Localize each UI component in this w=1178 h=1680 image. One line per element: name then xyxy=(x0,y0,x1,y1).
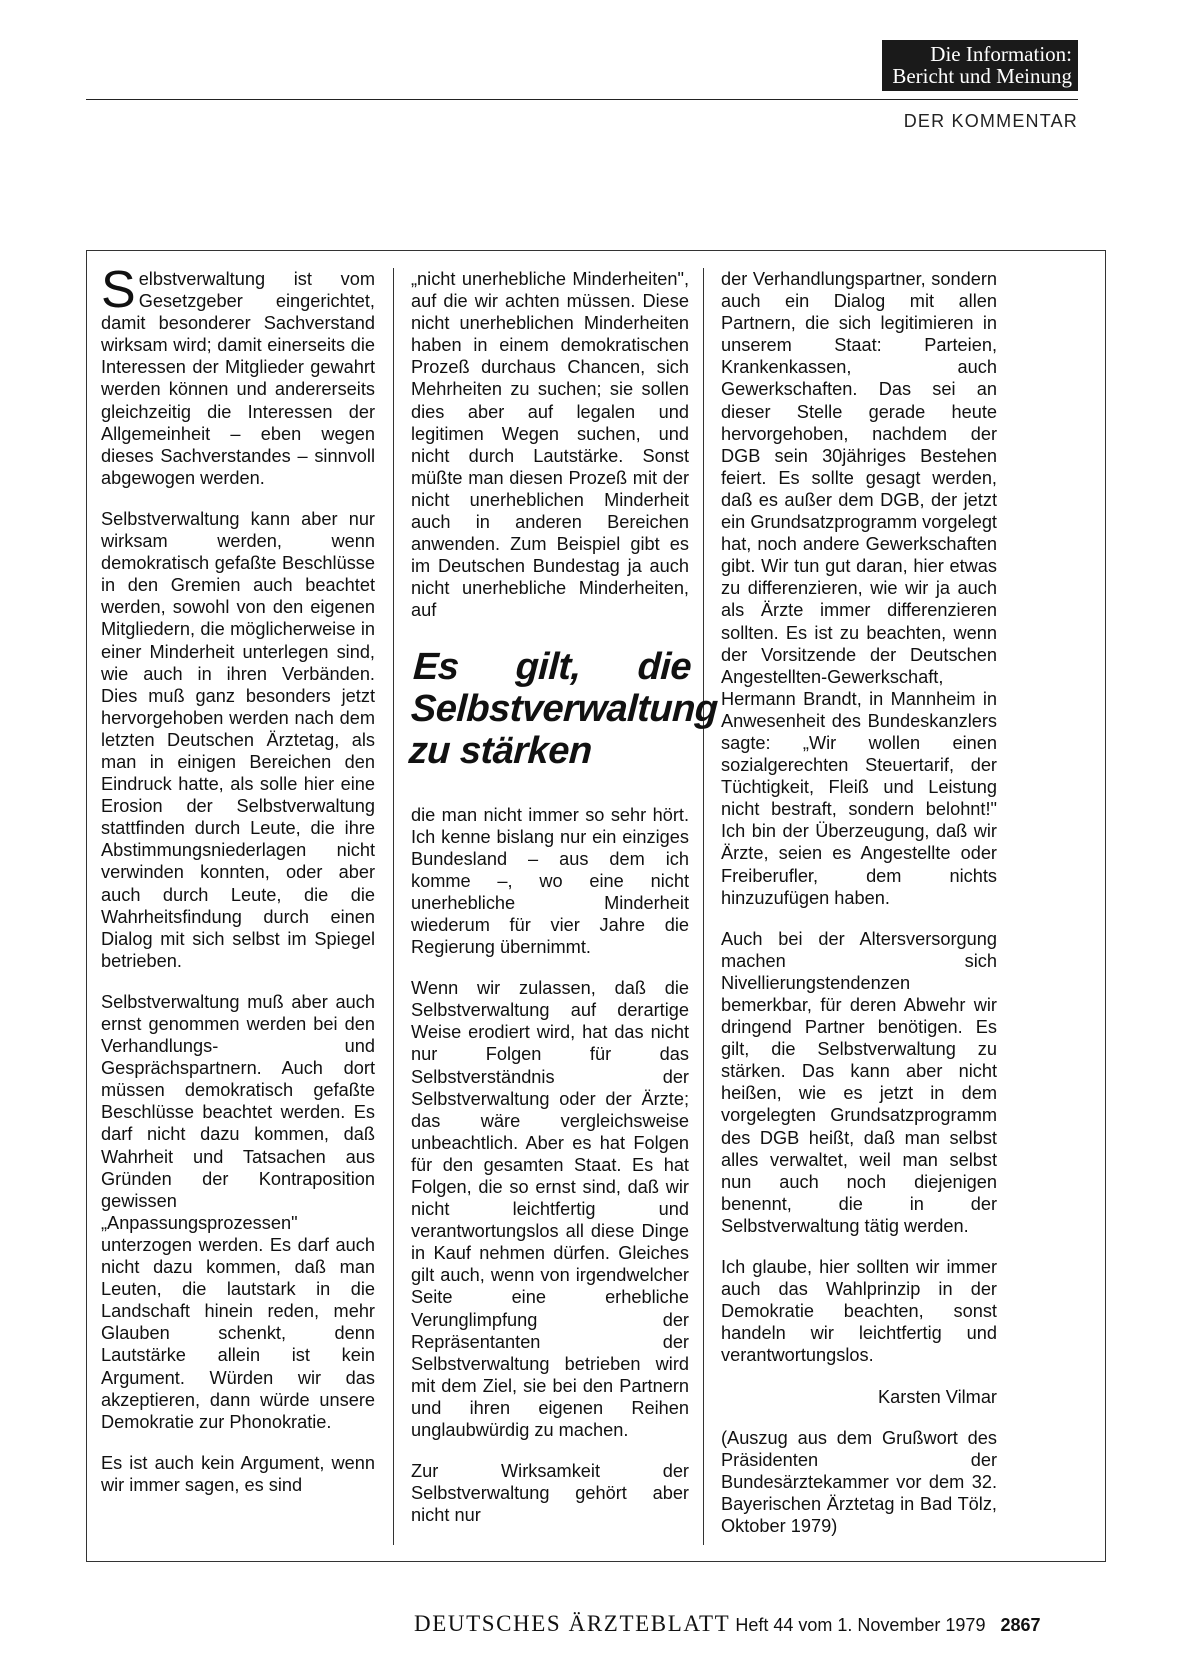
paragraph: der Verhandlungspartner, sondern auch ein Dialog mit allen Partnern, die sich legitimieren in unserem Staat: Parteien, Krankenkassen, auch Gewerkschaften. Das sei an dieser Stelle gerade heute hervorgehoben, nachdem der DGB sein 30jähriges Bestehen feiert. Es sollte gesagt werden, daß es außer dem DGB, der jetzt ein Grundsatzprogramm vorgelegt hat, noch andere Gewerkschaften gibt. Wir tun gut daran, hier etwas zu differenzieren, wie wir ja auch als Ärzte immer differenzieren sollten. Es ist zu beachten, wenn der Vorsitzende der Deutschen Angestellten-Gewerkschaft, Hermann Brandt, in Mannheim in Anwesenheit des Bundeskanzlers sagte: „Wir wollen einen sozialgerechten Steuertarif, der Tüchtigkeit, Fleiß und Leistung nicht bestraft, sondern belohnt!" Ich bin der Überzeugung, daß wir Ärzte, seien es Angestellte oder Freiberufler, dem nichts hinzuzufügen haben. xyxy=(721,269,997,908)
paragraph: Selbstverwaltung ist vom Gesetzgeber eingerichtet, damit besonderer Sachverstand wirksam wird; damit einerseits die Interessen der Mitglieder gewahrt werden können und andererseits gleichzeitig die Interessen der Allgemeinheit – eben wegen dieses Sachverstandes – sinnvoll abgewogen werden. xyxy=(101,261,375,488)
paragraph: die man nicht immer so sehr hört. Ich kenne bislang nur ein einziges Bundesland – aus dem ich komme –, wo eine nicht unerhebliche Minderheit wiederum für vier Jahre die Regierung übernimmt. xyxy=(411,804,689,958)
paragraph: Selbstverwaltung muß aber auch ernst genommen werden bei den Verhandlungs- und Gesprächspartnern. Auch dort müssen demokratisch gefaßte Beschlüsse beachtet werden. Es darf nicht dazu kommen, daß Wahrheit und Tatsachen aus Gründen der Kontraposition gewissen „Anpassungsprozessen" unterzogen werden. Es darf auch nicht dazu kommen, daß man Leuten, die lautstark in die Landschaft hinein reden, mehr Glauben schenkt, denn Lautstärke allein ist kein Argument. Würden wir das akzeptieren, dann würde unsere Demokratie zur Phonokratie. xyxy=(101,991,375,1432)
header-rule xyxy=(86,99,1078,100)
page-footer xyxy=(414,1611,1041,1637)
paragraph: Wenn wir zulassen, daß die Selbstverwaltung auf derartige Weise erodiert wird, hat das nicht nur Folgen für das Selbstverständnis der Selbstverwaltung oder der Ärzte; das wäre vergleichsweise unbeachtlich. Aber es hat Folgen für den gesamten Staat. Es hat Folgen, die so ernst sind, daß wir nicht leichtfertig und verantwortungslos all diese Dinge in Kauf nehmen dürfen. Gleiches gilt auch, wenn von irgendwelcher Seite eine erhebliche Verunglimpfung der Repräsentanten der Selbstverwaltung betrieben wird mit dem Ziel, sie bei den Partnern und ihren eigenen Reihen unglaubwürdig zu machen. xyxy=(411,978,689,1441)
magazine-title: DEUTSCHES ÄRZTEBLATT xyxy=(414,1611,731,1636)
paragraph: Zur Wirksamkeit der Selbstverwaltung gehört aber nicht nur xyxy=(411,1461,689,1526)
column-divider-1 xyxy=(393,268,394,1545)
page-number: 2867 xyxy=(1000,1615,1041,1635)
paragraph: „nicht unerhebliche Minderheiten", auf die wir achten müssen. Diese nicht unerheblichen Minderheiten haben in einem demokratischen Prozeß durchaus Chancen, sich Mehrheiten zu suchen; sie sollen dies aber auf legalen und legitimen Wegen suchen, und nicht durch Lautstärke. Sonst müßte man diesen Prozeß mit der nicht unerheblichen Minderheit auch in anderen Bereichen anwenden. Zum Beispiel gibt es im Deutschen Bundestag ja auch nicht unerhebliche Minderheiten, auf xyxy=(411,269,689,621)
paragraph: Selbstverwaltung kann aber nur wirksam werden, wenn demokratisch gefaßte Beschlüsse in den Gremien auch beachtet werden, sowohl von den eigenen Mitgliedern, die möglicherweise in einer Minderheit unterlegen sind, wie auch in ihren Verbänden. Dies muß ganz besonders jetzt hervorgehoben werden nach dem letzten Deutschen Ärztetag, als man in einigen Bereichen den Eindruck hatte, als solle hier eine Erosion der Selbstverwaltung stattfinden durch Leute, die ihre Abstimmungsniederlagen nicht verwinden konnten, oder aber auch durch Leute, die die Wahrheitsfindung durch einen Dialog mit sich selbst im Spiegel betrieben. xyxy=(101,508,375,971)
article-column-2 xyxy=(407,268,719,1545)
badge-line-1: Die Information: xyxy=(930,42,1072,66)
section-label: DER KOMMENTAR xyxy=(903,111,1078,131)
article-column-1 xyxy=(101,261,375,1515)
issue-info: Heft 44 vom 1. November 1979 xyxy=(735,1615,986,1635)
pull-quote-headline: Es gilt, die Selbstverwaltung zu stärken xyxy=(407,645,719,772)
column-divider-2 xyxy=(703,268,704,1545)
source-note: (Auszug aus dem Grußwort des Präsidenten der Bundesärztekammer vor dem 32. Bayerischen Ärztetag in Bad Tölz, Oktober 1979) xyxy=(721,1427,997,1536)
section-badge xyxy=(882,40,1078,91)
article-column-3 xyxy=(721,268,997,1556)
paragraph: Es ist auch kein Argument, wenn wir immer sagen, es sind xyxy=(101,1452,375,1495)
paragraph: Ich glaube, hier sollten wir immer auch das Wahlprinzip in der Demokratie beachten, sonst handeln wir leichtfertig und verantwortungslos. xyxy=(721,1257,997,1366)
badge-line-2: Bericht und Meinung xyxy=(892,64,1072,88)
author-signature: Karsten Vilmar xyxy=(878,1386,997,1407)
drop-cap: S xyxy=(101,261,136,319)
paragraph: Auch bei der Altersversorgung machen sich Nivellierungstendenzen bemerkbar, für deren Abwehr wir dringend Partner benötigen. Es gilt, die Selbstverwaltung zu stärken. Das kann aber nicht heißen, wie es jetzt in dem vorgelegten Grundsatzprogramm des DGB heißt, daß man selbst alles verwaltet, weil man selbst nun auch noch diejenigen benennt, die in der Selbstverwaltung tätig werden. xyxy=(721,928,997,1236)
